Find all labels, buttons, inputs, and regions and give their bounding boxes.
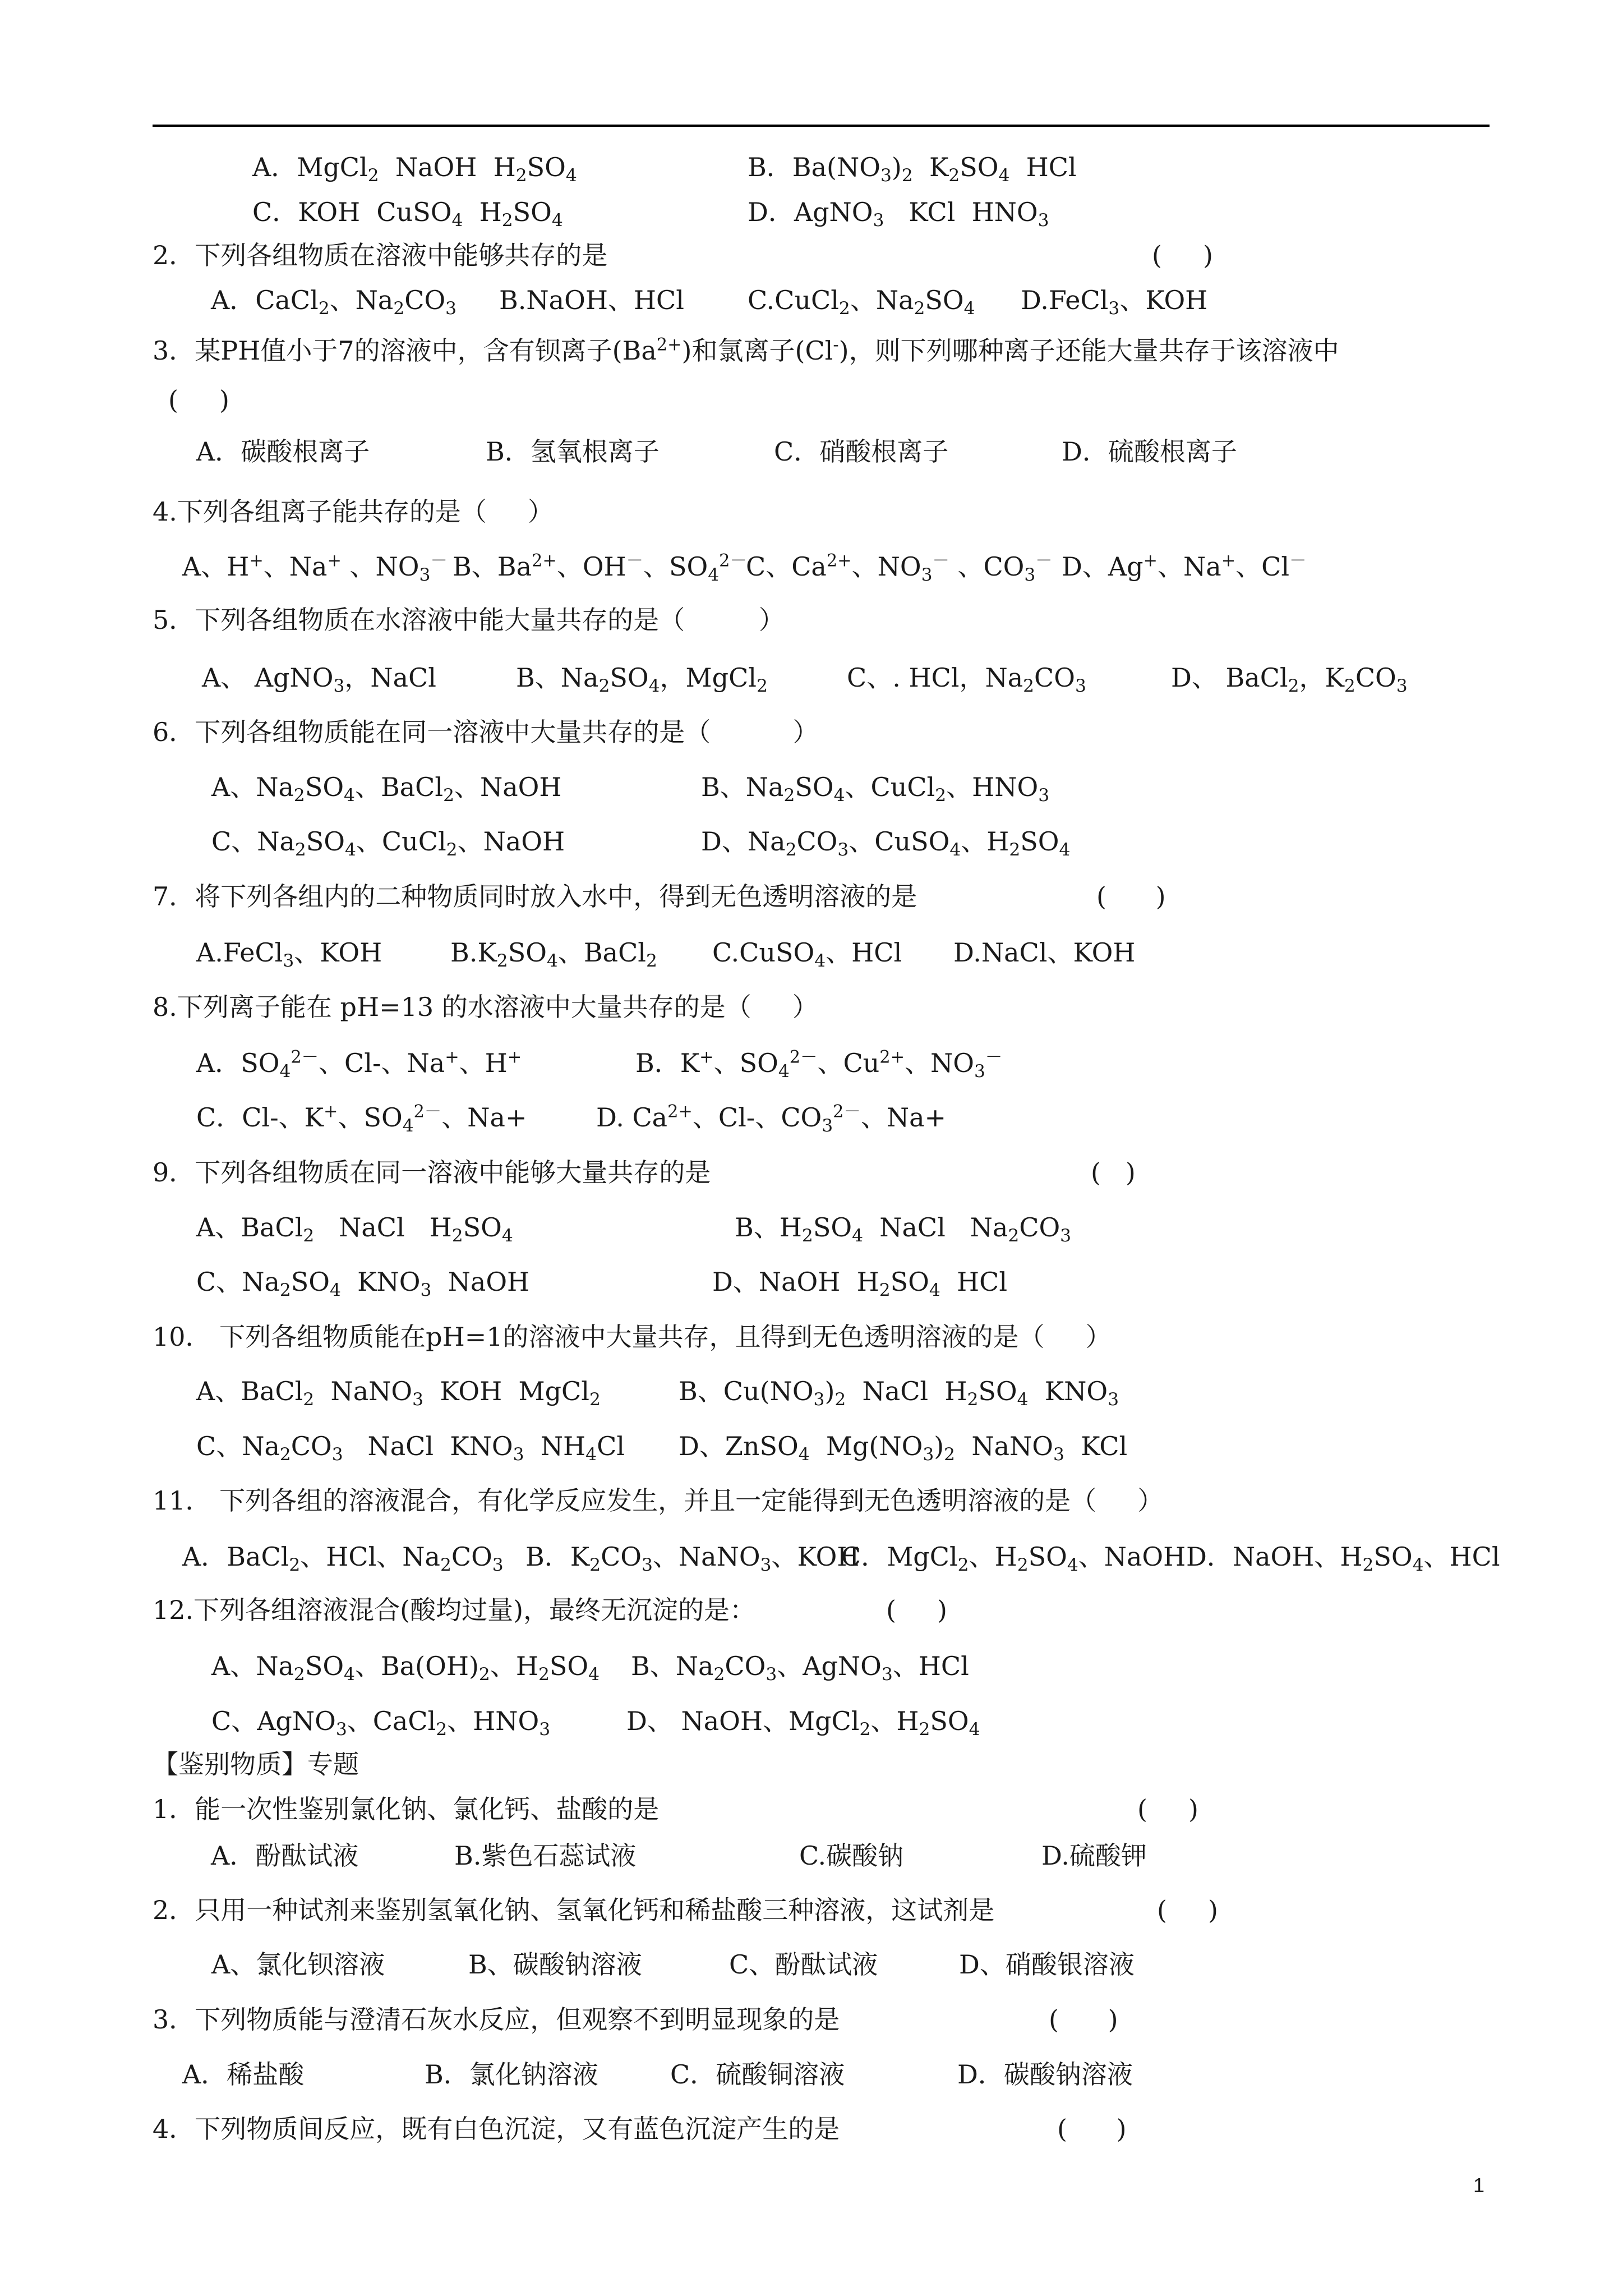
text-line: C、$Na_2SO_4$ $KNO_3$ NaOH	[196, 1267, 530, 1300]
page-number: 1	[1473, 2174, 1485, 2197]
text-option: C．MgCl$_2$、$H_2SO_4$、NaOH	[841, 1542, 1186, 1575]
text-option: D.硫酸钾	[1041, 1841, 1147, 1871]
text-line: 4．下列物质间反应，既有白色沉淀，又有蓝色沉淀产生的是	[153, 2114, 840, 2144]
text-option: B、$Na_2SO_4$、CuCl$_2$、$HNO_3$	[701, 772, 1050, 806]
text-line: ( )	[168, 385, 230, 415]
text-line: A、$Na_2SO_4$、BaCl$_2$、NaOH	[211, 772, 562, 806]
text-line: 6．下列各组物质能在同一溶液中大量共存的是（ ）	[153, 717, 819, 747]
text-option: D. $Ca^{2+}$、Cl-、$CO_3^{2-}$、Na+	[596, 1102, 947, 1136]
text-line: C．KOH CuSO$_4$ $H_2SO_4$	[252, 197, 563, 231]
text-line: C、$Na_2CO_3$ NaCl $KNO_3$ $NH_4Cl$	[196, 1431, 625, 1465]
text-option: ( )	[886, 1595, 948, 1625]
text-option: B．$Ba(NO_3)_2$ $K_2SO_4$ HCl	[748, 152, 1077, 186]
text-line: A、$Na_2SO_4$、$Ba(OH)_2$、$H_2SO_4$	[211, 1651, 600, 1685]
text-line: A．CaCl$_2$、$Na_2CO_3$	[211, 285, 457, 319]
text-option: D．碳酸钠溶液	[957, 2059, 1133, 2090]
text-option: C、$Ca^{2+}$、$NO_3^-$ 、$CO_3^-$	[746, 551, 1053, 585]
text-option: D、 BaCl$_2$，$K_2CO_3$	[1171, 662, 1408, 696]
text-line: 8.下列离子能在 pH=13 的水溶液中大量共存的是（ ）	[153, 992, 818, 1022]
text-line: C、$Na_2SO_4$、CuCl$_2$、NaOH	[211, 826, 565, 860]
text-option: D、$Na_2CO_3$、CuSO$_4$、$H_2SO_4$	[701, 826, 1071, 860]
text-option: B、$Na_2SO_4$，MgCl$_2$	[516, 662, 768, 696]
text-line: A．MgCl$_2$ NaOH $H_2SO_4$	[252, 152, 577, 186]
text-option: D.FeCl$_3$、KOH	[1021, 285, 1208, 319]
text-option: B、$Ba^{2+}$、OH－、$SO_4^{2-}$	[453, 551, 747, 585]
text-line: A、H+、Na+ 、$NO_3^-$	[182, 551, 448, 585]
text-line: 10． 下列各组物质能在pH=1的溶液中大量共存，且得到无色透明溶液的是（ ）	[153, 1322, 1112, 1352]
text-option: C．硫酸铜溶液	[670, 2059, 845, 2090]
text-line: A、 AgNO$_3$，NaCl	[202, 662, 436, 696]
text-line: C．Cl-、K+、$SO_4^{2-}$、Na+	[196, 1102, 527, 1136]
text-option: ( )	[1152, 240, 1214, 270]
text-option: C、. HCl，$Na_2CO_3$	[847, 662, 1086, 696]
text-line: 2．下列各组物质在溶液中能够共存的是	[153, 240, 608, 270]
text-option: ( )	[1157, 1895, 1219, 1925]
text-option: B．氢氧根离子	[486, 436, 660, 467]
text-option: C．硝酸根离子	[774, 436, 949, 467]
text-line: 5．下列各组物质在水溶液中能大量共存的是（ ）	[153, 605, 785, 635]
text-option: D、NaOH $H_2SO_4$ HCl	[712, 1267, 1008, 1300]
text-option: B．$K_2CO_3$、NaNO$_3$、KOH	[525, 1542, 860, 1575]
text-line: 3．某PH值小于7的溶液中，含有钡离子$(Ba^{2+})$和氯离子(Cl-)，则下列哪种离子还能大量共存于该溶液中	[153, 335, 1339, 366]
text-line: C、AgNO$_3$、CaCl$_2$、$HNO_3$	[211, 1706, 551, 1740]
text-line: A、氯化钡溶液	[211, 1949, 385, 1980]
text-option: ( )	[1049, 2004, 1118, 2035]
text-line: A、BaCl$_2$ NaNO$_3$ KOH MgCl$_2$	[196, 1376, 601, 1410]
text-line: A．BaCl$_2$、HCl、$Na_2CO_3$	[182, 1542, 504, 1575]
text-line: 1．能一次性鉴别氯化钠、氯化钙、盐酸的是	[153, 1794, 660, 1824]
text-option: D、硝酸银溶液	[959, 1949, 1135, 1980]
text-line: A．$SO_4^{2-}$、Cl-、Na+、H+	[196, 1047, 522, 1082]
text-line: 【鉴别物质】专题	[153, 1749, 359, 1779]
text-option: C.碳酸钠	[799, 1841, 904, 1871]
text-option: ( )	[1091, 1157, 1136, 1188]
text-option: B、$Cu(NO_3)_2$ NaCl $H_2SO_4$ $KNO_3$	[679, 1376, 1119, 1410]
text-line: 2．只用一种试剂来鉴别氢氧化钠、氢氧化钙和稀盐酸三种溶液，这试剂是	[153, 1895, 995, 1925]
text-option: B、$H_2SO_4$ NaCl $Na_2CO_3$	[735, 1212, 1072, 1246]
text-line: 4.下列各组离子能共存的是（ ）	[153, 496, 554, 527]
text-option: D、ZnSO$_4$ $Mg(NO_3)_2$ NaNO$_3$ KCl	[679, 1431, 1128, 1465]
header-rule	[153, 125, 1490, 127]
text-line: 3．下列物质能与澄清石灰水反应，但观察不到明显现象的是	[153, 2004, 840, 2035]
text-option: B、$Na_2CO_3$、AgNO$_3$、HCl	[631, 1651, 969, 1685]
text-line: A．碳酸根离子	[196, 436, 370, 467]
text-option: C.CuCl$_2$、$Na_2SO_4$	[748, 285, 975, 319]
text-option: B.NaOH、HCl	[499, 285, 684, 315]
text-line: A．酚酞试液	[211, 1841, 359, 1871]
text-option: ( )	[1096, 881, 1166, 912]
text-option: D、Ag+、Na+、Cl－	[1062, 551, 1307, 582]
text-line: 11． 下列各组的溶液混合，有化学反应发生，并且一定能得到无色透明溶液的是（ ）	[153, 1485, 1164, 1516]
text-option: $B.K_2SO_4$、BaCl$_2$	[450, 937, 657, 971]
text-option: ( )	[1057, 2114, 1127, 2144]
text-line: 9．下列各组物质在同一溶液中能够大量共存的是	[153, 1157, 711, 1188]
text-option: D．NaOH、$H_2SO_4$、HCl	[1186, 1542, 1500, 1575]
text-line: 7．将下列各组内的二种物质同时放入水中，得到无色透明溶液的是	[153, 881, 917, 912]
text-line: A.FeCl$_3$、KOH	[196, 937, 382, 971]
text-line: A、BaCl$_2$ NaCl $H_2SO_4$	[196, 1212, 513, 1246]
text-line: 12.下列各组溶液混合(酸均过量)，最终无沉淀的是：	[153, 1595, 756, 1625]
text-option: D．硫酸根离子	[1062, 436, 1237, 467]
text-option: D、 NaOH、MgCl$_2$、$H_2SO_4$	[626, 1706, 980, 1740]
text-line: A．稀盐酸	[182, 2059, 305, 2090]
text-option: C.CuSO$_4$、HCl	[712, 937, 902, 971]
text-option: B．K+、$SO_4^{2-}$、$Cu^{2+}$、$NO_3^-$	[635, 1047, 1003, 1082]
text-option: ( )	[1137, 1794, 1199, 1824]
text-option: D.NaCl、KOH	[953, 937, 1136, 968]
text-option: B．氯化钠溶液	[425, 2059, 598, 2090]
text-option: D．AgNO$_3$ KCl $HNO_3$	[748, 197, 1049, 231]
text-option: B、碳酸钠溶液	[468, 1949, 642, 1980]
text-option: B.紫色石蕊试液	[454, 1841, 637, 1871]
text-option: C、酚酞试液	[729, 1949, 878, 1980]
